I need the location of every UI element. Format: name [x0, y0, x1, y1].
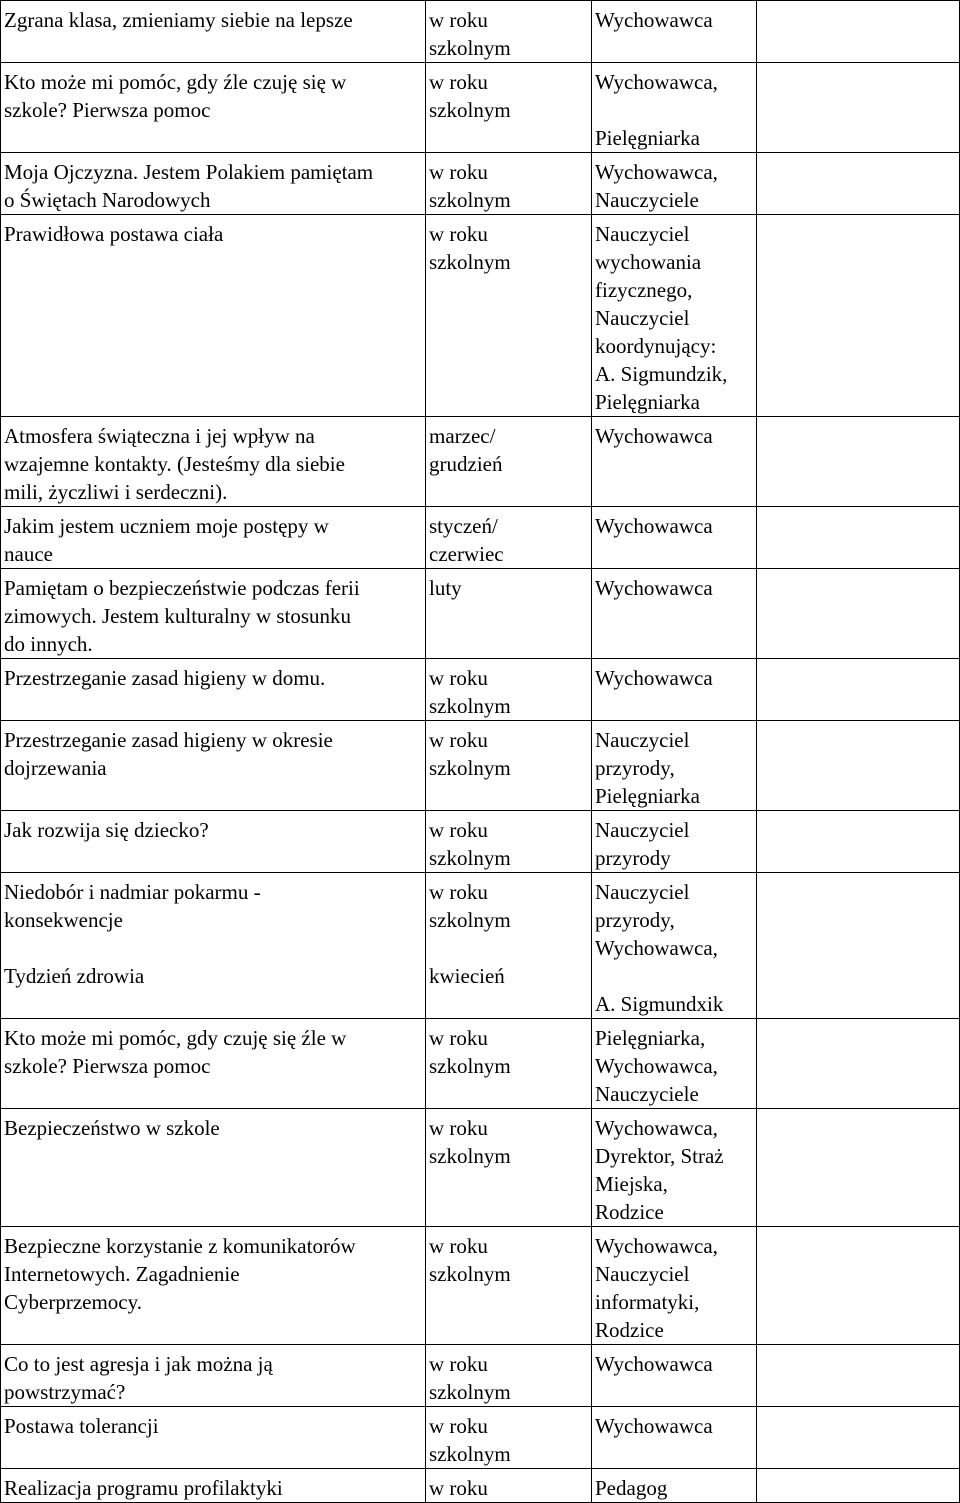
notes-cell: [757, 1227, 960, 1345]
notes-cell: [757, 1, 960, 63]
topic-cell: Prawidłowa postawa ciała: [1, 215, 426, 417]
notes-cell: [757, 811, 960, 873]
topic-cell: Przestrzeganie zasad higieny w okresie dojrzewania: [1, 721, 426, 811]
time-cell: w roku szkolnym: [426, 1407, 592, 1469]
topic-cell: Zgrana klasa, zmieniamy siebie na lepsze: [1, 1, 426, 63]
notes-cell: [757, 1019, 960, 1109]
table-row: [1, 1469, 960, 1503]
notes-cell: [757, 873, 960, 1019]
time-cell: w roku szkolnym: [426, 153, 592, 215]
topic-cell: Moja Ojczyzna. Jestem Polakiem pamiętam o Świętach Narodowych: [1, 153, 426, 215]
responsible-cell: Wychowawca, Dyrektor, Straż Miejska, Rodzice: [592, 1109, 757, 1227]
notes-cell: [757, 1407, 960, 1469]
topic-cell: Co to jest agresja i jak można ją powstrzymać?: [1, 1345, 426, 1407]
responsible-cell: Wychowawca: [592, 1345, 757, 1407]
table-row: [1, 569, 960, 659]
topic-cell: Realizacja programu profilaktyki: [1, 1469, 426, 1503]
topic-cell: Atmosfera świąteczna i jej wpływ na wzajemne kontakty. (Jesteśmy dla siebie mili, życzliwi i serdeczni).: [1, 417, 426, 507]
responsible-cell: Nauczyciel przyrody: [592, 811, 757, 873]
notes-cell: [757, 659, 960, 721]
notes-cell: [757, 417, 960, 507]
time-cell: marzec/ grudzień: [426, 417, 592, 507]
time-cell: w roku: [426, 1469, 592, 1503]
table-row: [1, 1, 960, 63]
time-cell: luty: [426, 569, 592, 659]
responsible-cell: Wychowawca: [592, 1407, 757, 1469]
topic-cell: Jak rozwija się dziecko?: [1, 811, 426, 873]
topic-cell: Jakim jestem uczniem moje postępy w nauce: [1, 507, 426, 569]
topic-cell: Pamiętam o bezpieczeństwie podczas ferii zimowych. Jestem kulturalny w stosunku do innych.: [1, 569, 426, 659]
time-cell: w roku szkolnym: [426, 1, 592, 63]
responsible-cell: Nauczyciel przyrody, Pielęgniarka: [592, 721, 757, 811]
responsible-cell: Pielęgniarka, Wychowawca, Nauczyciele: [592, 1019, 757, 1109]
responsible-cell: Wychowawca, Nauczyciel informatyki, Rodzice: [592, 1227, 757, 1345]
table-row: [1, 1227, 960, 1345]
responsible-cell: Wychowawca: [592, 1, 757, 63]
responsible-cell: Nauczyciel wychowania fizycznego, Nauczyciel koordynujący: A. Sigmundzik, Pielęgniarka: [592, 215, 757, 417]
notes-cell: [757, 1345, 960, 1407]
time-cell: w roku szkolnym: [426, 63, 592, 153]
table-row: [1, 659, 960, 721]
notes-cell: [757, 1469, 960, 1503]
responsible-cell: Wychowawca: [592, 417, 757, 507]
time-cell: w roku szkolnym: [426, 1345, 592, 1407]
table-row: [1, 1407, 960, 1469]
table-row: [1, 153, 960, 215]
notes-cell: [757, 569, 960, 659]
time-cell: w roku szkolnym kwiecień: [426, 873, 592, 1019]
responsible-cell: Nauczyciel przyrody, Wychowawca, A. Sigmundxik: [592, 873, 757, 1019]
table-row: [1, 811, 960, 873]
table-row: [1, 63, 960, 153]
table-row: [1, 721, 960, 811]
time-cell: w roku szkolnym: [426, 1019, 592, 1109]
topic-cell: Bezpieczeństwo w szkole: [1, 1109, 426, 1227]
notes-cell: [757, 721, 960, 811]
time-cell: w roku szkolnym: [426, 721, 592, 811]
table-row: [1, 215, 960, 417]
notes-cell: [757, 215, 960, 417]
table-row: [1, 1019, 960, 1109]
time-cell: w roku szkolnym: [426, 1109, 592, 1227]
topic-cell: Niedobór i nadmiar pokarmu - konsekwencje Tydzień zdrowia: [1, 873, 426, 1019]
topic-cell: Postawa tolerancji: [1, 1407, 426, 1469]
table-row: [1, 873, 960, 1019]
responsible-cell: Wychowawca: [592, 569, 757, 659]
responsible-cell: Wychowawca, Pielęgniarka: [592, 63, 757, 153]
topic-cell: Kto może mi pomóc, gdy źle czuję się w szkole? Pierwsza pomoc: [1, 63, 426, 153]
schedule-table-body: [1, 1, 960, 1503]
responsible-cell: Wychowawca, Nauczyciele: [592, 153, 757, 215]
notes-cell: [757, 507, 960, 569]
responsible-cell: Wychowawca: [592, 659, 757, 721]
time-cell: w roku szkolnym: [426, 215, 592, 417]
time-cell: w roku szkolnym: [426, 811, 592, 873]
time-cell: w roku szkolnym: [426, 659, 592, 721]
responsible-cell: Wychowawca: [592, 507, 757, 569]
table-row: [1, 507, 960, 569]
topic-cell: Przestrzeganie zasad higieny w domu.: [1, 659, 426, 721]
table-row: [1, 1109, 960, 1227]
topic-cell: Bezpieczne korzystanie z komunikatorów Internetowych. Zagadnienie Cyberprzemocy.: [1, 1227, 426, 1345]
time-cell: w roku szkolnym: [426, 1227, 592, 1345]
notes-cell: [757, 153, 960, 215]
notes-cell: [757, 63, 960, 153]
notes-cell: [757, 1109, 960, 1227]
time-cell: styczeń/ czerwiec: [426, 507, 592, 569]
topic-cell: Kto może mi pomóc, gdy czuję się źle w szkole? Pierwsza pomoc: [1, 1019, 426, 1109]
responsible-cell: Pedagog: [592, 1469, 757, 1503]
table-row: [1, 417, 960, 507]
table-row: [1, 1345, 960, 1407]
